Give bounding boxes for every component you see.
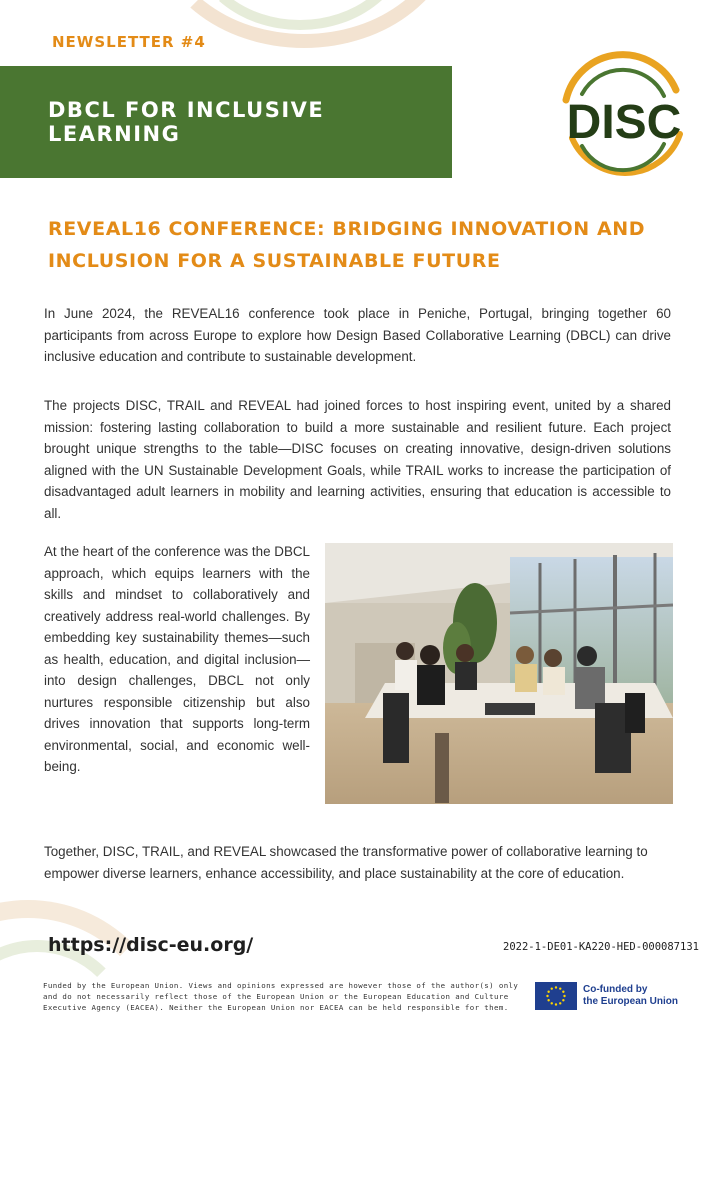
- eu-label-line1: Co-funded by: [583, 984, 648, 995]
- eu-label-line2: the European Union: [583, 996, 678, 1007]
- eu-cofunded-label: [583, 984, 678, 1008]
- paragraph-dbcl: At the heart of the conference was the DBCL approach, which equips learners with the skills and mindset to collaboratively and creatively address real-world challenges. By embedding key sustainability themes—such as health, education, and digital inclusion—into design challenges, DBCL not only nurtures responsible citizenship but also drives innovation that supports long-term environmental, social, and economic well-being.: [44, 544, 310, 774]
- project-code: 2022-1-DE01-KA220-HED-000087131: [503, 941, 699, 953]
- newsletter-label: NEWSLETTER #4: [52, 33, 206, 51]
- website-link[interactable]: https://disc-eu.org/: [48, 934, 254, 956]
- logo-text: DISC: [566, 96, 682, 149]
- article-title: [48, 213, 648, 277]
- article-title-line1: REVEAL16 CONFERENCE: BRIDGING INNOVATION AND: [48, 218, 646, 240]
- conference-photo: [325, 543, 673, 804]
- decorative-arc-bottom-left-inner: [0, 940, 134, 1134]
- decorative-arc-top-inner: [190, 0, 410, 30]
- header-banner: [0, 66, 452, 178]
- eu-flag-icon: [535, 982, 577, 1010]
- banner-title: DBCL FOR INCLUSIVE LEARNING: [48, 98, 325, 146]
- disc-logo: [540, 38, 700, 198]
- paragraph-intro: In June 2024, the REVEAL16 conference took place in Peniche, Portugal, bringing together 60 participants from across Europe to explore how Design Based Collaborative Learning (DBCL) can drive inclusive education and contribute to sustainable development.: [44, 306, 671, 364]
- funding-disclaimer: Funded by the European Union. Views and opinions expressed are however those of the author(s) only and do not necessarily reflect those of the European Union or the European Education and Culture Executive Agency (EACEA). Neither the European Union nor EACEA can be held responsible for them.: [43, 981, 519, 1012]
- paragraph-conclusion: Together, DISC, TRAIL, and REVEAL showcased the transformative power of collaborative learning to empower diverse learners, enhance accessibility, and place sustainability at the core of education.: [44, 844, 648, 881]
- paragraph-projects: The projects DISC, TRAIL and REVEAL had joined forces to host inspiring event, united by a shared mission: fostering lasting collaboration to build a more sustainable and resilient future. Each project brought unique strengths to the table—DISC focuses on creating innovative, design-driven solutions aligned with the UN Sustainable Development Goals, while TRAIL works to increase the participation of disadvantaged adult learners in mobility and learning activities, ensuring that education is accessible to all.: [44, 398, 671, 521]
- article-title-line2: INCLUSION FOR A SUSTAINABLE FUTURE: [48, 250, 501, 272]
